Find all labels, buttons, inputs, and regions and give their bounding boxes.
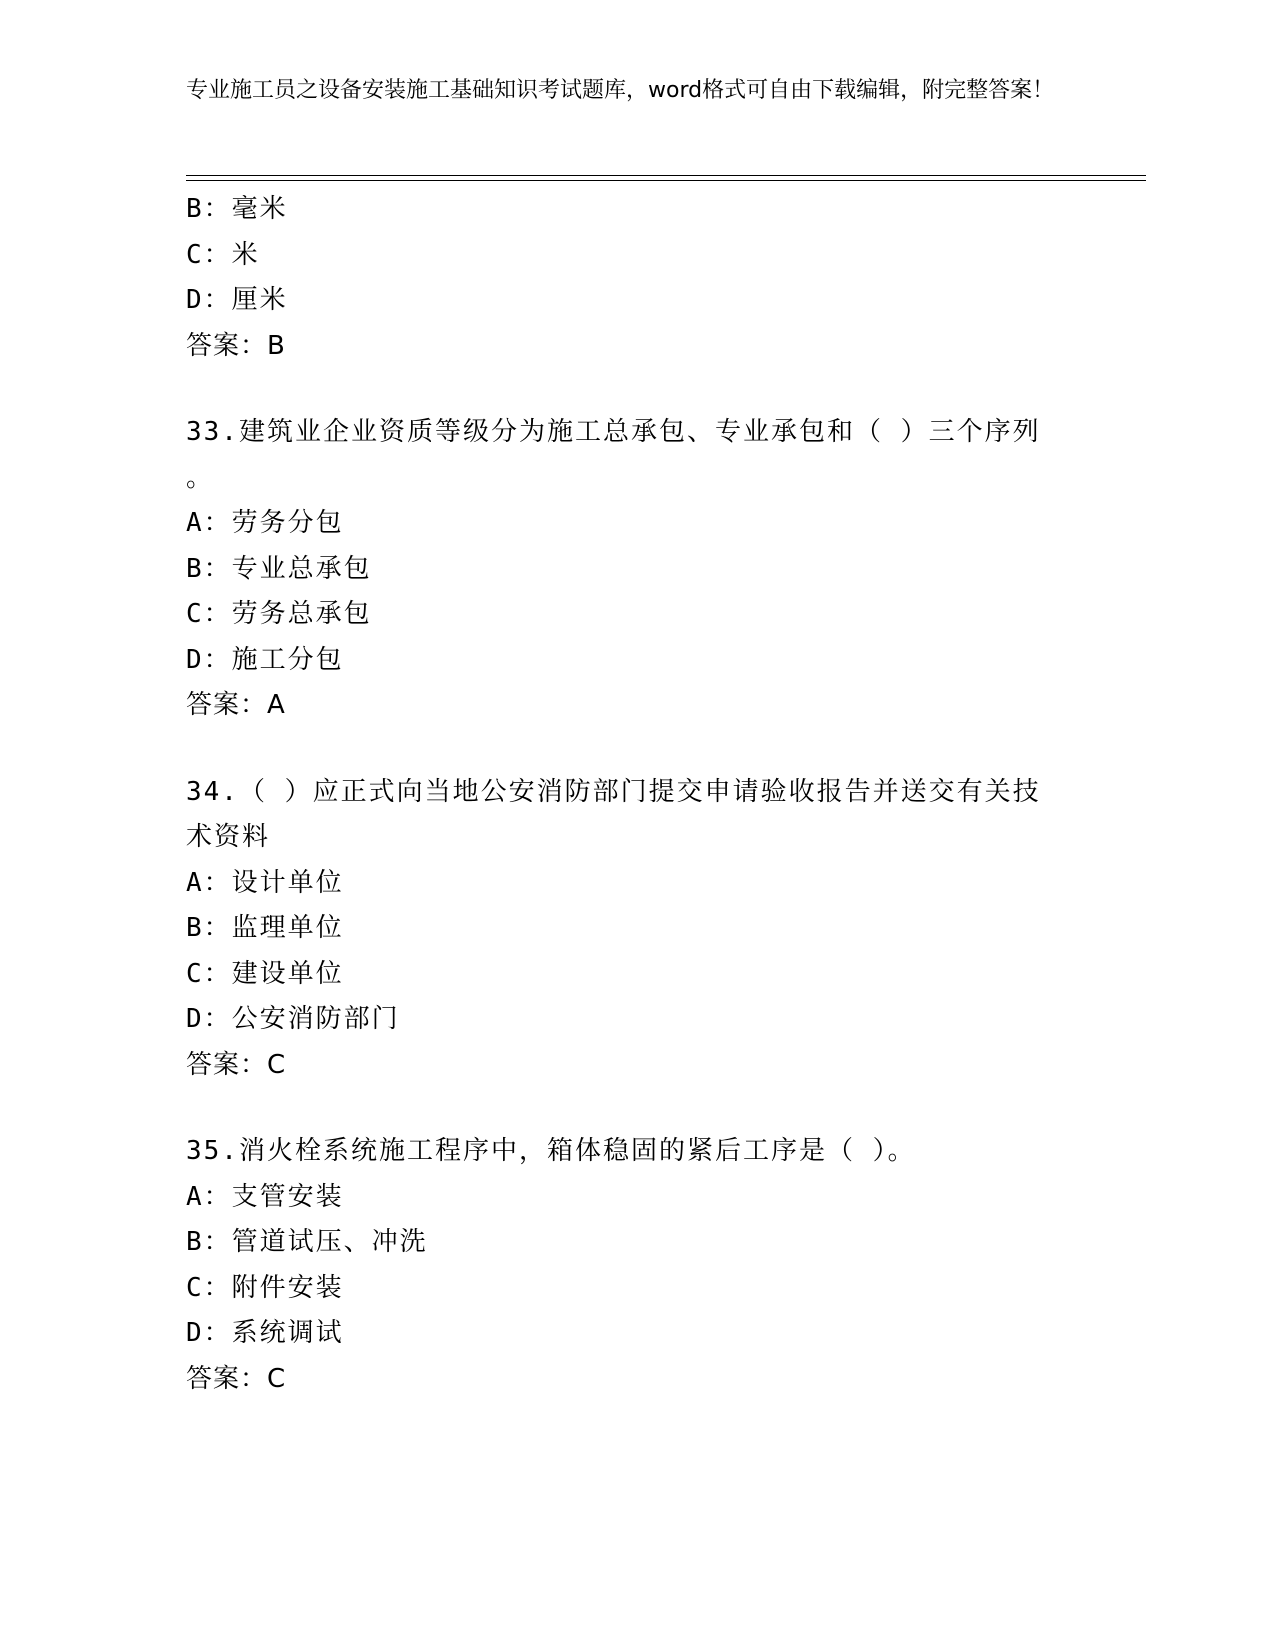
question-35 — [186, 1129, 1086, 1402]
option-a: A：劳务分包 — [186, 508, 344, 538]
option-c: C：劳务总承包 — [186, 599, 372, 629]
option-d: D：系统调试 — [186, 1318, 344, 1348]
option-d: D：施工分包 — [186, 644, 344, 675]
page-header — [186, 74, 1076, 108]
answer-line: 答案：C — [186, 1363, 287, 1394]
option-d: D：厘米 — [186, 285, 288, 315]
question-list — [186, 187, 1086, 1402]
option-c: C：建设单位 — [186, 958, 344, 989]
question-stem: 35.消火栓系统施工程序中，箱体稳固的紧后工序是（ ）。 — [186, 1136, 916, 1166]
option-b: B：专业总承包 — [186, 553, 372, 584]
header-divider-bottom — [186, 180, 1146, 181]
option-d: D：公安消防部门 — [186, 1004, 400, 1034]
option-b: B：毫米 — [186, 194, 288, 224]
option-b: B：监理单位 — [186, 913, 344, 943]
question-stem-continued: 。 — [186, 462, 215, 493]
answer-line: 答案：B — [186, 330, 286, 361]
header-divider-top — [186, 175, 1146, 176]
option-a: A：支管安装 — [186, 1181, 344, 1212]
option-b: B：管道试压、冲洗 — [186, 1227, 428, 1257]
answer-line: 答案：A — [186, 690, 286, 720]
option-c: C：附件安装 — [186, 1272, 344, 1303]
question-fragment — [186, 187, 1086, 369]
option-a: A：设计单位 — [186, 867, 344, 898]
question-stem: 33.建筑业企业资质等级分为施工总承包、专业承包和（ ）三个序列 — [186, 417, 1041, 447]
question-stem: 34.（ ）应正式向当地公安消防部门提交申请验收报告并送交有关技 — [186, 776, 1041, 807]
question-34 — [186, 770, 1086, 1089]
header-text: 专业施工员之设备安装施工基础知识考试题库，word格式可自由下载编辑，附完整答案！ — [186, 78, 1055, 103]
answer-line: 答案：C — [186, 1049, 287, 1080]
option-c: C：米 — [186, 239, 260, 270]
question-33 — [186, 410, 1086, 729]
question-stem-continued: 术资料 — [186, 822, 271, 852]
